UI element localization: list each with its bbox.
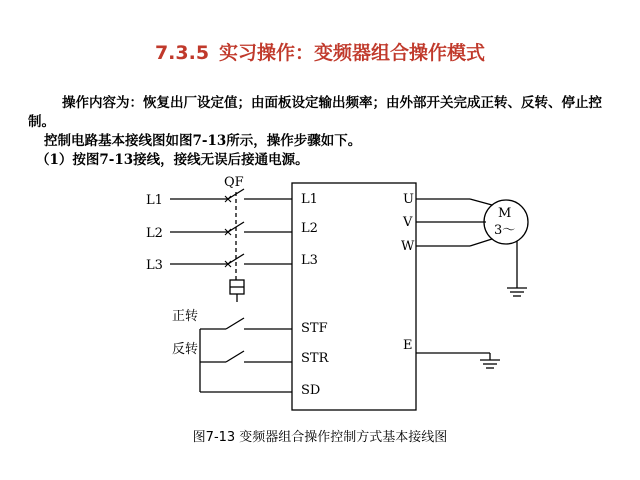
breaker-label: QF xyxy=(224,175,244,190)
forward-switch-label: 正转 xyxy=(172,309,199,324)
motor-label: M xyxy=(498,206,512,221)
terminal-v: V xyxy=(403,215,413,230)
paragraph-operation-content: 操作内容为：恢复出厂设定值；由面板设定输出频率；由外部开关完成正转、反转、停止控制。 xyxy=(28,95,602,130)
terminal-l1: L1 xyxy=(301,192,318,207)
paragraph-wiring-intro: 控制电路基本接线图如图7-13所示，操作步骤如下。 xyxy=(44,133,362,149)
terminal-u: U xyxy=(403,192,414,207)
section-title: 实习操作：变频器组合操作模式 xyxy=(219,42,486,64)
supply-label-l2: L2 xyxy=(146,226,163,241)
motor-phase-label: 3～ xyxy=(494,223,516,238)
paragraph-step-1: （1）按图7-13接线，接线无误后接通电源。 xyxy=(36,152,309,168)
terminal-stf: STF xyxy=(301,321,328,336)
forward-switch xyxy=(226,318,244,329)
section-number: 7.3.5 xyxy=(154,42,210,64)
terminal-sd: SD xyxy=(301,383,321,398)
supply-label-l1: L1 xyxy=(146,193,163,208)
terminal-str: STR xyxy=(301,351,329,366)
terminal-l3: L3 xyxy=(301,253,318,268)
terminal-l2: L2 xyxy=(301,221,318,236)
terminal-e: E xyxy=(403,338,413,353)
supply-label-l3: L3 xyxy=(146,258,163,273)
terminal-w: W xyxy=(401,239,415,254)
inverter-box xyxy=(292,183,416,410)
reverse-switch-label: 反转 xyxy=(172,342,199,357)
figure-caption: 图7-13 变频器组合操作控制方式基本接线图 xyxy=(192,430,448,445)
reverse-switch xyxy=(226,351,244,362)
